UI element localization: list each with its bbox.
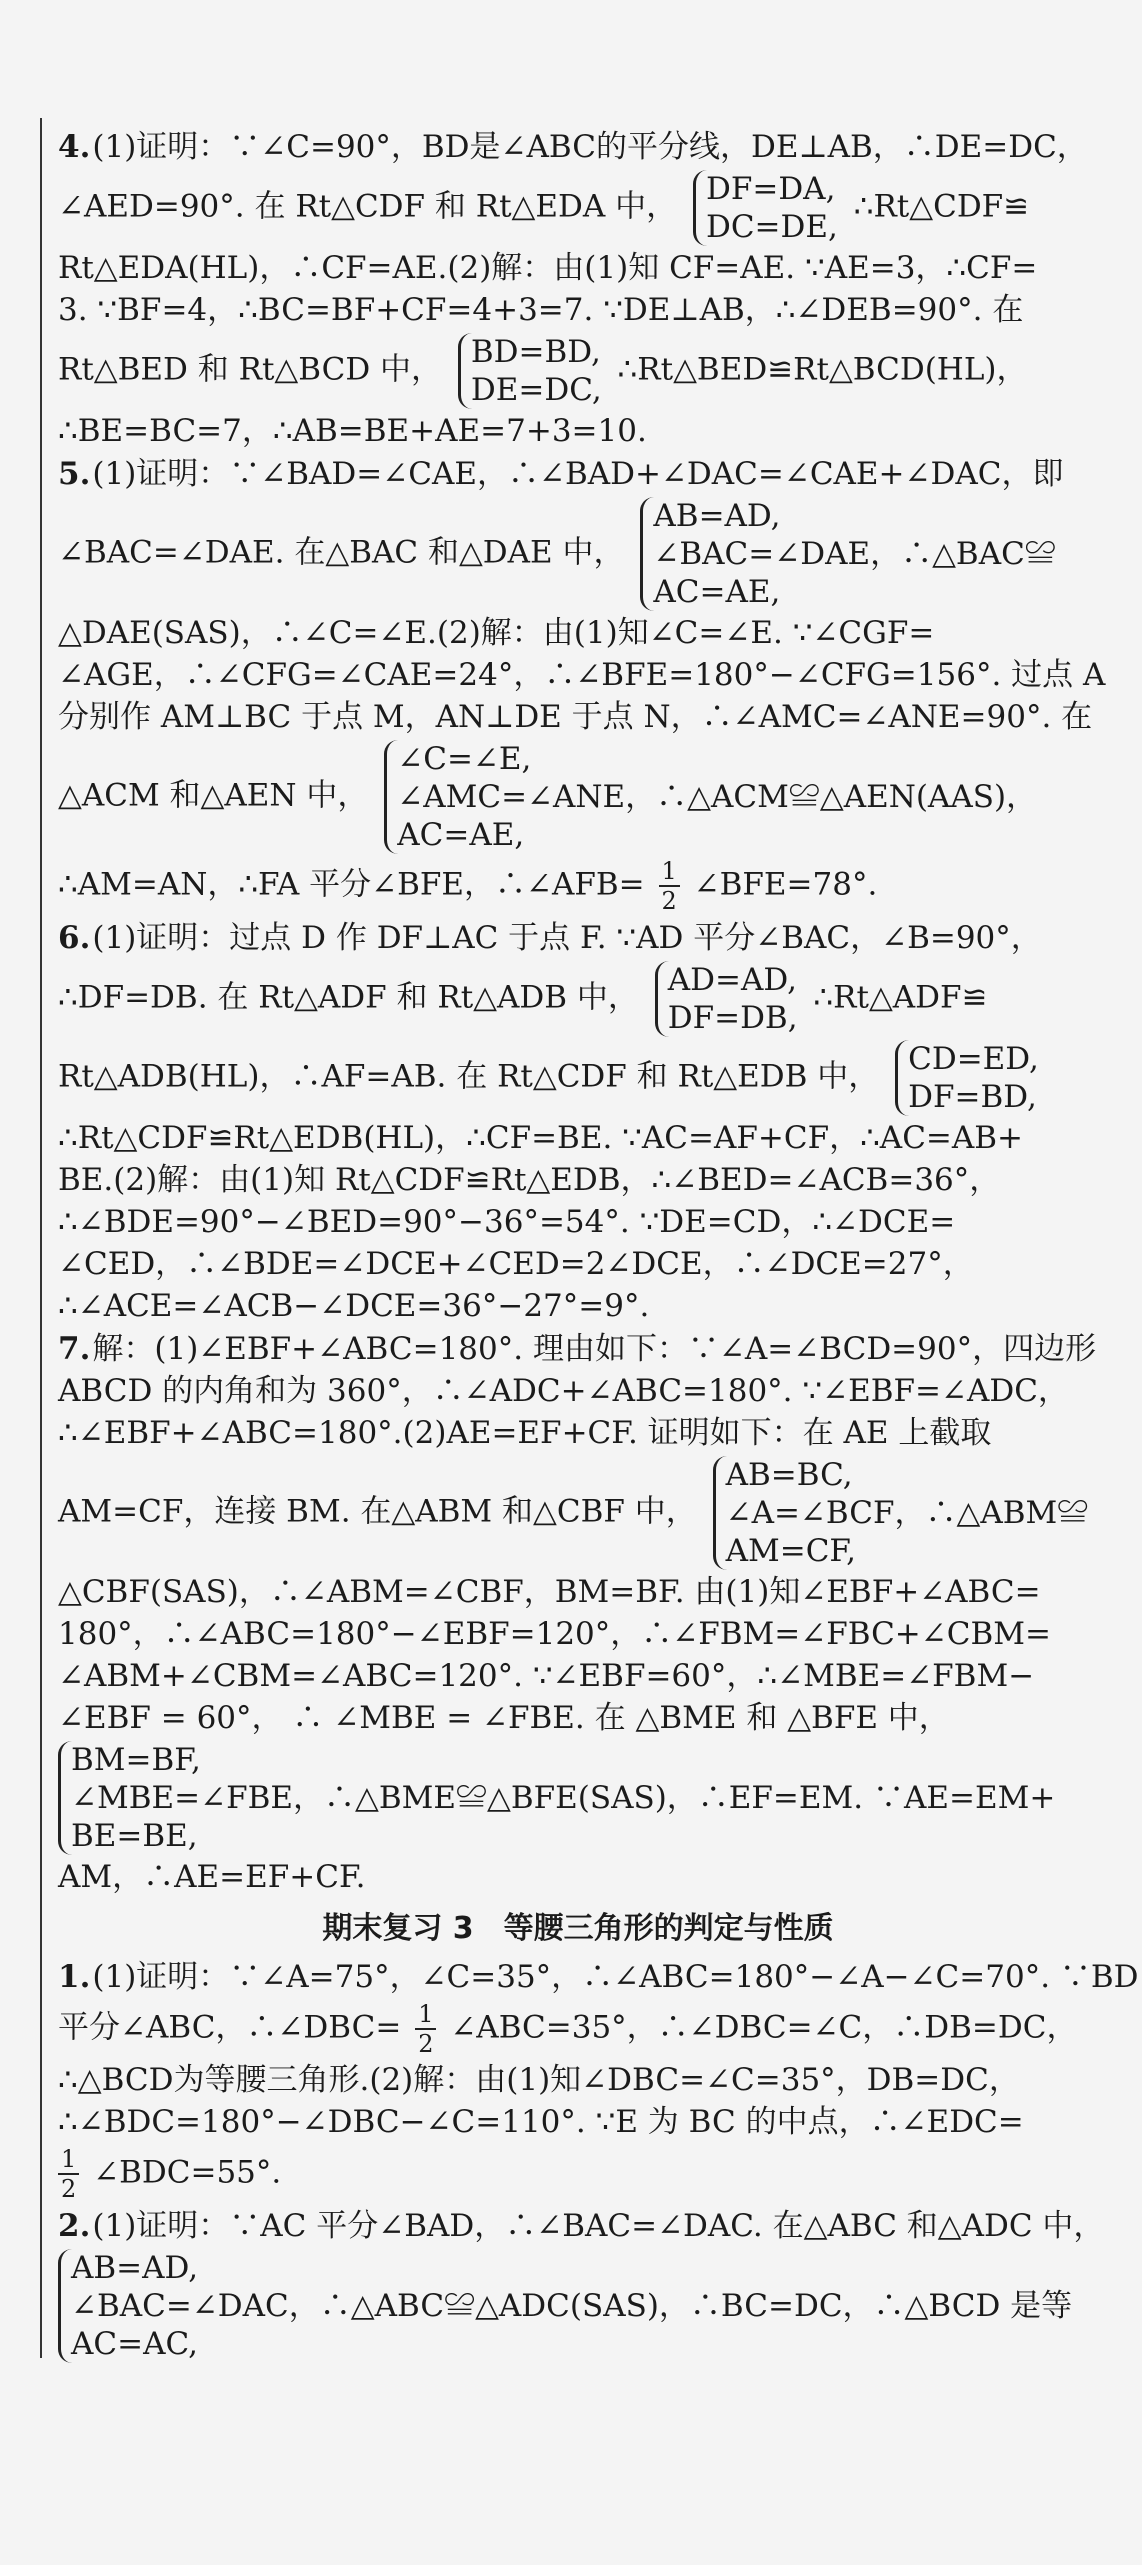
text-line: △CBF(SAS)，∴∠ABM=∠CBF，BM=BF. 由(1)知∠EBF+∠ABC= xyxy=(58,1574,1041,1610)
problem-5 xyxy=(58,455,1106,915)
text-line: ∴Rt△CDF≌ xyxy=(853,188,1030,225)
text-line: (1)证明：∵∠BAD=∠CAE，∴∠BAD+∠DAC=∠CAE+∠DAC，即 xyxy=(92,456,1064,492)
text-line: BE.(2)解：由(1)知 Rt△CDF≌Rt△EDB，∴∠BED=∠ACB=36°， xyxy=(58,1162,1001,1198)
text-line: ∠BFE=78°. xyxy=(693,866,878,903)
text-line: ∠AGE，∴∠CFG=∠CAE=24°，∴∠BFE=180°−∠CFG=156°. 过点 A xyxy=(58,657,1106,693)
text-line: 解：(1)∠EBF+∠ABC=180°. 理由如下：∵∠A=∠BCD=90°，四边形 xyxy=(92,1331,1097,1367)
equation-system xyxy=(58,1741,1055,1855)
system-line: ∠BAC=∠DAE，∴△BAC≌ xyxy=(653,536,1056,572)
system-line: DF=DA, xyxy=(705,171,836,207)
denominator: 2 xyxy=(661,887,677,915)
system-line: DF=DB, xyxy=(667,1000,798,1036)
system-line: BM=BF, xyxy=(71,1742,201,1778)
text-line: ∴△BCD为等腰三角形.(2)解：由(1)知∠DBC=∠C=35°，DB=DC， xyxy=(58,2062,1020,2098)
system-line: ∠C=∠E, xyxy=(397,741,532,777)
text-line: △ACM 和△AEN 中， xyxy=(58,777,369,814)
text-line: AM，∴AE=EF+CF. xyxy=(58,1859,366,1895)
text-line: ABCD 的内角和为 360°，∴∠ADC+∠ABC=180°. ∵∠EBF=∠ADC， xyxy=(58,1373,1069,1409)
system-line: AC=AE, xyxy=(653,574,781,610)
text-line: ∠ABC=35°，∴∠DBC=∠C，∴DB=DC， xyxy=(450,2009,1078,2046)
text-line: 3. ∵BF=4，∴BC=BF+CF=4+3=7. ∵DE⊥AB，∴∠DEB=90°. 在 xyxy=(58,292,1024,328)
section-problem-1 xyxy=(58,1958,1139,2203)
fraction xyxy=(415,2000,436,2058)
numerator: 1 xyxy=(415,2000,436,2030)
problem-number: 5. xyxy=(58,456,91,492)
system-line: ∠MBE=∠FBE，∴△BME≌△BFE(SAS)，∴EF=EM. ∵AE=EM+ xyxy=(71,1780,1056,1816)
text-line: ∴BE=BC=7，∴AB=BE+AE=7+3=10. xyxy=(58,413,647,449)
text-line: (1)证明：∵AC 平分∠BAD，∴∠BAC=∠DAC. 在△ABC 和△ADC 中， xyxy=(92,2208,1105,2244)
text-line: ∴∠EBF+∠ABC=180°.(2)AE=EF+CF. 证明如下：在 AE 上截取 xyxy=(58,1415,992,1451)
problem-4 xyxy=(58,128,1098,451)
system-line: BD=BD, xyxy=(470,334,601,370)
text-line: ∴AM=AN，∴FA 平分∠BFE，∴∠AFB= xyxy=(58,866,645,903)
equation-system xyxy=(640,497,1055,611)
system-line: AC=AE, xyxy=(397,817,525,853)
text-line: 平分∠ABC，∴∠DBC= xyxy=(58,2009,402,2046)
system-line: ∠A=∠BCF，∴△ABM≌ xyxy=(725,1495,1089,1531)
system-line: AB=AD, xyxy=(71,2250,199,2286)
section-problem-2 xyxy=(58,2207,1105,2363)
equation-system xyxy=(458,333,602,409)
text-line: ∠EBF = 60°， ∴ ∠MBE = ∠FBE. 在 △BME 和 △BFE 中， xyxy=(58,1700,950,1736)
equation-system xyxy=(58,2249,1072,2363)
equation-system xyxy=(713,1456,1089,1570)
equation-system xyxy=(384,740,1037,854)
system-line: CD=ED, xyxy=(908,1041,1039,1077)
text-line: 180°，∴∠ABC=180°−∠EBF=120°，∴∠FBM=∠FBC+∠CBM= xyxy=(58,1616,1051,1652)
text-line: Rt△ADB(HL)，∴AF=AB. 在 Rt△CDF 和 Rt△EDB 中， xyxy=(58,1058,880,1095)
problem-number: 6. xyxy=(58,920,91,956)
text-line: △DAE(SAS)，∴∠C=∠E.(2)解：由(1)知∠C=∠E. ∵∠CGF= xyxy=(58,615,935,651)
fraction xyxy=(659,857,680,915)
system-line: BE=BE, xyxy=(71,1818,198,1854)
system-line: AD=AD, xyxy=(667,962,797,998)
text-line: ∠AED=90°. 在 Rt△CDF 和 Rt△EDA 中， xyxy=(58,188,678,225)
fraction xyxy=(58,2145,79,2203)
equation-system xyxy=(693,170,838,246)
problem-number: 1. xyxy=(58,1959,91,1995)
denominator: 2 xyxy=(61,2175,77,2203)
system-line: AC=AC, xyxy=(71,2326,198,2362)
text-line: 分别作 AM⊥BC 于点 M，AN⊥DE 于点 N，∴∠AMC=∠ANE=90°. 在 xyxy=(58,699,1093,735)
system-line: AB=AD, xyxy=(653,498,781,534)
margin-rule xyxy=(40,118,42,2358)
answer-content xyxy=(58,128,1139,2367)
text-line: ∴Rt△CDF≌Rt△EDB(HL)，∴CF=BE. ∵AC=AF+CF，∴AC=AB+ xyxy=(58,1120,1024,1156)
system-line: DC=DE, xyxy=(705,209,838,245)
text-line: ∴∠BDC=180°−∠DBC−∠C=110°. ∵E 为 BC 的中点，∴∠EDC= xyxy=(58,2104,1024,2140)
text-line: (1)证明：∵∠A=75°，∠C=35°，∴∠ABC=180°−∠A−∠C=70°. ∵BD xyxy=(92,1959,1139,1995)
system-line: ∠BAC=∠DAC，∴△ABC≌△ADC(SAS)，∴BC=DC，∴△BCD 是等 xyxy=(71,2288,1073,2324)
text-line: (1)证明：∵∠C=90°，BD是∠ABC的平分线，DE⊥AB，∴DE=DC， xyxy=(92,129,1088,165)
text-line: ∴∠BDE=90°−∠BED=90°−36°=54°. ∵DE=CD，∴∠DCE= xyxy=(58,1204,956,1240)
text-line: ∠BAC=∠DAE. 在△BAC 和△DAE 中， xyxy=(58,534,625,571)
text-line: ∴Rt△BED≌Rt△BCD(HL)， xyxy=(617,351,1028,388)
system-line: AB=BC, xyxy=(725,1457,853,1493)
text-line: ∠CED，∴∠BDE=∠DCE+∠CED=2∠DCE，∴∠DCE=27°， xyxy=(58,1246,974,1282)
text-line: Rt△EDA(HL)，∴CF=AE.(2)解：由(1)知 CF=AE. ∵AE=3，∴CF= xyxy=(58,250,1038,286)
equation-system xyxy=(655,961,798,1037)
system-line: DE=DC, xyxy=(470,372,602,408)
text-line: ∠ABM+∠CBM=∠ABC=120°. ∵∠EBF=60°，∴∠MBE=∠FBM− xyxy=(58,1658,1035,1694)
problem-number: 2. xyxy=(58,2208,91,2244)
text-line: ∴Rt△ADF≌ xyxy=(813,979,988,1016)
text-line: AM=CF，连接 BM. 在△ABM 和△CBF 中， xyxy=(58,1493,697,1530)
problem-7 xyxy=(58,1330,1098,1897)
text-line: ∠BDC=55°. xyxy=(93,2154,282,2191)
text-line: Rt△BED 和 Rt△BCD 中， xyxy=(58,351,443,388)
problem-number: 7. xyxy=(58,1331,91,1367)
system-line: ∠AMC=∠ANE，∴△ACM≌△AEN(AAS)， xyxy=(397,779,1038,815)
problem-6 xyxy=(58,919,1098,1326)
system-line: DF=BD, xyxy=(908,1079,1037,1115)
text-line: (1)证明：过点 D 作 DF⊥AC 于点 F. ∵AD 平分∠BAC，∠B=90°， xyxy=(92,920,1042,956)
denominator: 2 xyxy=(418,2030,434,2058)
numerator: 1 xyxy=(58,2145,79,2175)
text-line: ∴∠ACE=∠ACB−∠DCE=36°−27°=9°. xyxy=(58,1288,650,1324)
problem-number: 4. xyxy=(58,129,91,165)
numerator: 1 xyxy=(659,857,680,887)
section-title: 期末复习 3 等腰三角形的判定与性质 xyxy=(322,1911,834,1946)
equation-system xyxy=(895,1040,1039,1116)
system-line: AM=CF, xyxy=(725,1533,856,1569)
text-line: ∴DF=DB. 在 Rt△ADF 和 Rt△ADB 中， xyxy=(58,979,639,1016)
